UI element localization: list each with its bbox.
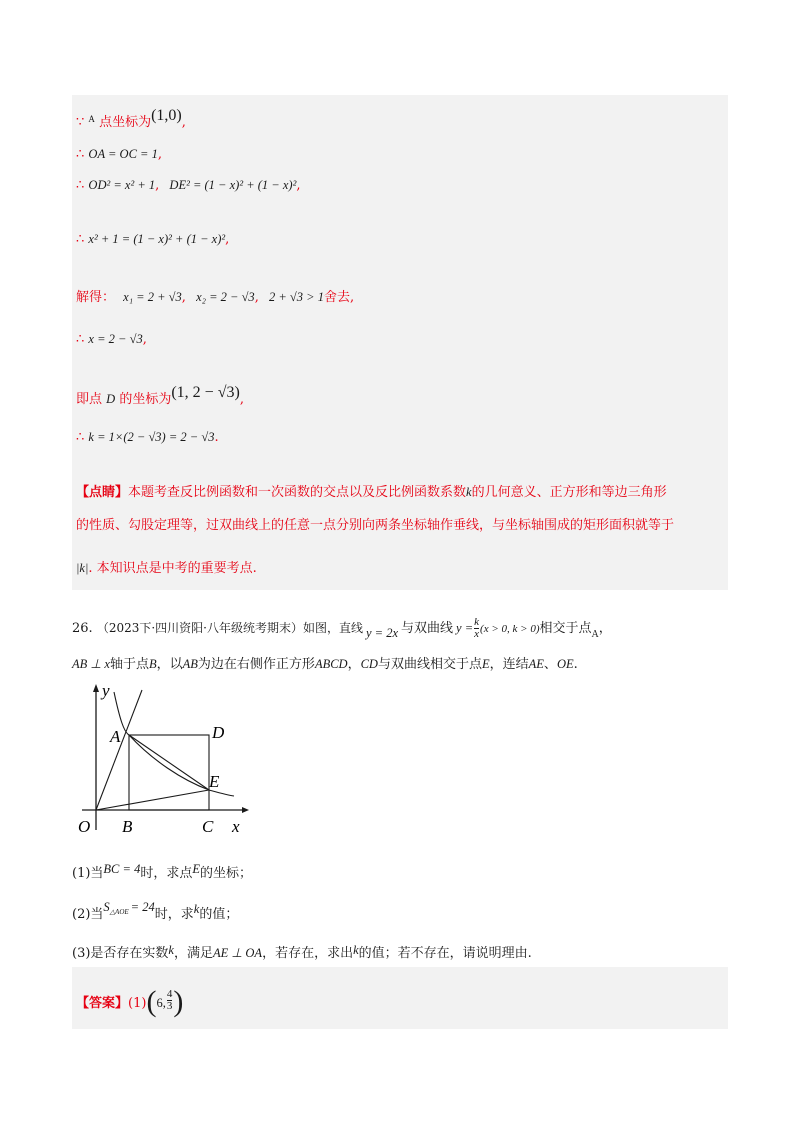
question-text: 的值； bbox=[199, 907, 239, 922]
point-d-label: D bbox=[212, 723, 225, 742]
solution-line-3 bbox=[76, 178, 300, 193]
comment-text: 本题考查反比例函数和一次函数的交点以及反比例函数系数 bbox=[128, 485, 467, 500]
equation: BC = 4 bbox=[103, 862, 141, 876]
text: 点坐标为 bbox=[99, 115, 152, 130]
point-a-label: A bbox=[110, 727, 121, 746]
equation: k = 1×(2 − √3) = 2 − √3 bbox=[88, 430, 215, 444]
equation: OA = OC = 1 bbox=[88, 147, 158, 161]
therefore-symbol: ∴ bbox=[76, 178, 85, 193]
equation: DE² = (1 − x)² + (1 − x)² bbox=[169, 178, 297, 192]
answer-line bbox=[76, 985, 183, 1019]
question-text: 的坐标； bbox=[200, 866, 253, 881]
point-c-label: C bbox=[202, 817, 214, 836]
hyperbola-condition: (x > 0, k > 0) bbox=[480, 623, 540, 635]
left-paren: ( bbox=[146, 985, 157, 1018]
equation: AE ⊥ OA bbox=[213, 946, 263, 960]
point-e-label: E bbox=[481, 657, 490, 671]
text: 与双曲线 bbox=[401, 621, 454, 636]
hyperbola-lhs: y = bbox=[456, 621, 474, 635]
solution-line-4 bbox=[76, 232, 229, 247]
answer-fraction bbox=[167, 989, 173, 1012]
segment-cd: CD bbox=[360, 657, 378, 671]
text: 与双曲线相交于点 bbox=[377, 657, 482, 672]
question-text: (2)当 bbox=[72, 907, 104, 922]
equation: x² + 1 = (1 − x)² + (1 − x)² bbox=[88, 232, 226, 246]
text: 即点 bbox=[76, 392, 103, 407]
solution-line-2 bbox=[76, 147, 162, 162]
x-axis-label: x bbox=[232, 817, 240, 836]
answer-x: 6, bbox=[156, 996, 166, 1010]
punct: , bbox=[142, 332, 147, 347]
text: 相交于点 bbox=[539, 621, 592, 636]
question-2 bbox=[72, 900, 238, 922]
question-text: 时，求 bbox=[154, 907, 194, 922]
punct: , bbox=[254, 290, 259, 305]
punct: , bbox=[296, 178, 301, 193]
comment-text: 的几何意义、正方形和等边三角形 bbox=[471, 485, 667, 500]
solution-line-1 bbox=[76, 107, 186, 130]
therefore-symbol: ∴ bbox=[76, 147, 85, 162]
question-text: (1)当 bbox=[72, 866, 104, 881]
solution-line-6 bbox=[76, 332, 147, 347]
punct: , bbox=[181, 290, 186, 305]
origin-label: O bbox=[78, 817, 91, 836]
punct: , bbox=[155, 178, 160, 193]
comment-line-1 bbox=[76, 481, 667, 500]
comment-tag: 【点睛】 bbox=[76, 485, 129, 500]
root-1: x₁ = 2 + √3 bbox=[123, 290, 182, 304]
therefore-symbol: ∴ bbox=[76, 232, 85, 247]
right-paren: ) bbox=[173, 985, 184, 1018]
punct: . bbox=[214, 430, 219, 445]
comment-text: . 本知识点是中考的重要考点. bbox=[88, 561, 257, 576]
comparison: 2 + √3 > 1 bbox=[268, 290, 324, 304]
square-abcd: ABCD bbox=[314, 657, 348, 671]
point-e-label: E bbox=[192, 862, 200, 876]
numerator: k bbox=[474, 616, 480, 628]
answer-part: (1) bbox=[128, 996, 147, 1011]
comment-line-2 bbox=[76, 514, 674, 533]
point-b-label: B bbox=[148, 657, 157, 671]
k-symbol: k bbox=[193, 902, 200, 916]
solution-line-8 bbox=[76, 430, 219, 445]
problem-number: 26. bbox=[72, 621, 93, 636]
point-e-label: E bbox=[209, 772, 220, 791]
line-equation: y = 2x bbox=[366, 626, 399, 640]
question-text: 的值；若不存在，请说明理由. bbox=[358, 946, 532, 961]
k-symbol: k bbox=[353, 943, 359, 957]
segment-oe bbox=[96, 790, 209, 810]
answer-tag: 【答案】 bbox=[76, 996, 129, 1011]
k-symbol: k bbox=[168, 943, 174, 957]
k-symbol: k bbox=[466, 485, 472, 499]
area-subscript: △AOE bbox=[109, 908, 129, 916]
punct: , bbox=[225, 232, 230, 247]
y-axis-label: y bbox=[102, 681, 110, 700]
perpendicular-statement: AB ⊥ x bbox=[72, 657, 110, 671]
comment-text: 的性质、勾股定理等，过双曲线上的任意一点分别向两条坐标轴作垂线，与坐标轴围成的矩形面积就等于 bbox=[76, 518, 675, 533]
point-a-label: A bbox=[591, 629, 599, 640]
question-text: (3)是否存在实数 bbox=[72, 946, 169, 961]
coordinate: (1,0) bbox=[151, 107, 182, 124]
solution-line-5 bbox=[76, 286, 354, 305]
punct: ， bbox=[598, 621, 612, 636]
therefore-symbol: ∴ bbox=[76, 430, 85, 445]
text: ，连结 bbox=[489, 657, 529, 672]
punct: , bbox=[239, 392, 244, 407]
question-text: ，若存在，求出 bbox=[262, 946, 354, 961]
text: 轴于点 bbox=[109, 657, 149, 672]
punct: . bbox=[573, 657, 578, 672]
segment-ae: AE bbox=[528, 657, 544, 671]
text: 的坐标为 bbox=[119, 392, 172, 407]
y-axis-arrow bbox=[93, 684, 99, 692]
punct: , bbox=[157, 147, 162, 162]
equation: = 24 bbox=[130, 900, 155, 914]
text: 为边在右侧作正方形 bbox=[197, 657, 315, 672]
segment-oe: OE bbox=[556, 657, 574, 671]
x-axis-arrow bbox=[242, 807, 249, 813]
problem-source: （2023下·四川资阳·八年级统考期末）如图，直线 bbox=[96, 621, 363, 635]
question-text: 时，求点 bbox=[140, 866, 193, 881]
point-b-label: B bbox=[122, 817, 133, 836]
hyperbola-fraction bbox=[474, 617, 479, 640]
segment-ab: AB bbox=[182, 657, 198, 671]
question-3 bbox=[72, 942, 532, 961]
punct: , bbox=[181, 115, 186, 130]
numerator: 4 bbox=[166, 988, 173, 1000]
problem-line-1 bbox=[72, 617, 612, 641]
area-symbol: S bbox=[103, 900, 110, 914]
therefore-symbol: ∴ bbox=[76, 332, 85, 347]
punct: ， bbox=[347, 657, 361, 672]
because-symbol: ∵ bbox=[76, 115, 85, 130]
discard-text: 舍去, bbox=[323, 290, 355, 305]
coordinate: (1, 2 − √3) bbox=[171, 384, 240, 401]
abs-k: |k| bbox=[76, 561, 89, 575]
line-y-2x bbox=[96, 690, 142, 810]
denominator: x bbox=[474, 628, 480, 640]
question-1 bbox=[72, 862, 252, 881]
equation: OD² = x² + 1 bbox=[88, 178, 156, 192]
solve-label: 解得： bbox=[76, 290, 116, 305]
root-2: x₂ = 2 − √3 bbox=[196, 290, 255, 304]
comment-line-3 bbox=[76, 557, 257, 576]
point-a-label: A bbox=[88, 114, 95, 124]
geometry-figure bbox=[72, 680, 262, 840]
text: ，以 bbox=[156, 657, 183, 672]
question-text: ，满足 bbox=[173, 946, 213, 961]
square-abcd bbox=[129, 735, 209, 810]
punct: 、 bbox=[543, 657, 557, 672]
segment-ae bbox=[129, 735, 209, 790]
denominator: 3 bbox=[166, 1000, 173, 1012]
problem-line-2 bbox=[72, 653, 578, 672]
equation: x = 2 − √3 bbox=[88, 332, 143, 346]
solution-line-7 bbox=[76, 384, 244, 407]
point-d-label: D bbox=[106, 392, 116, 406]
